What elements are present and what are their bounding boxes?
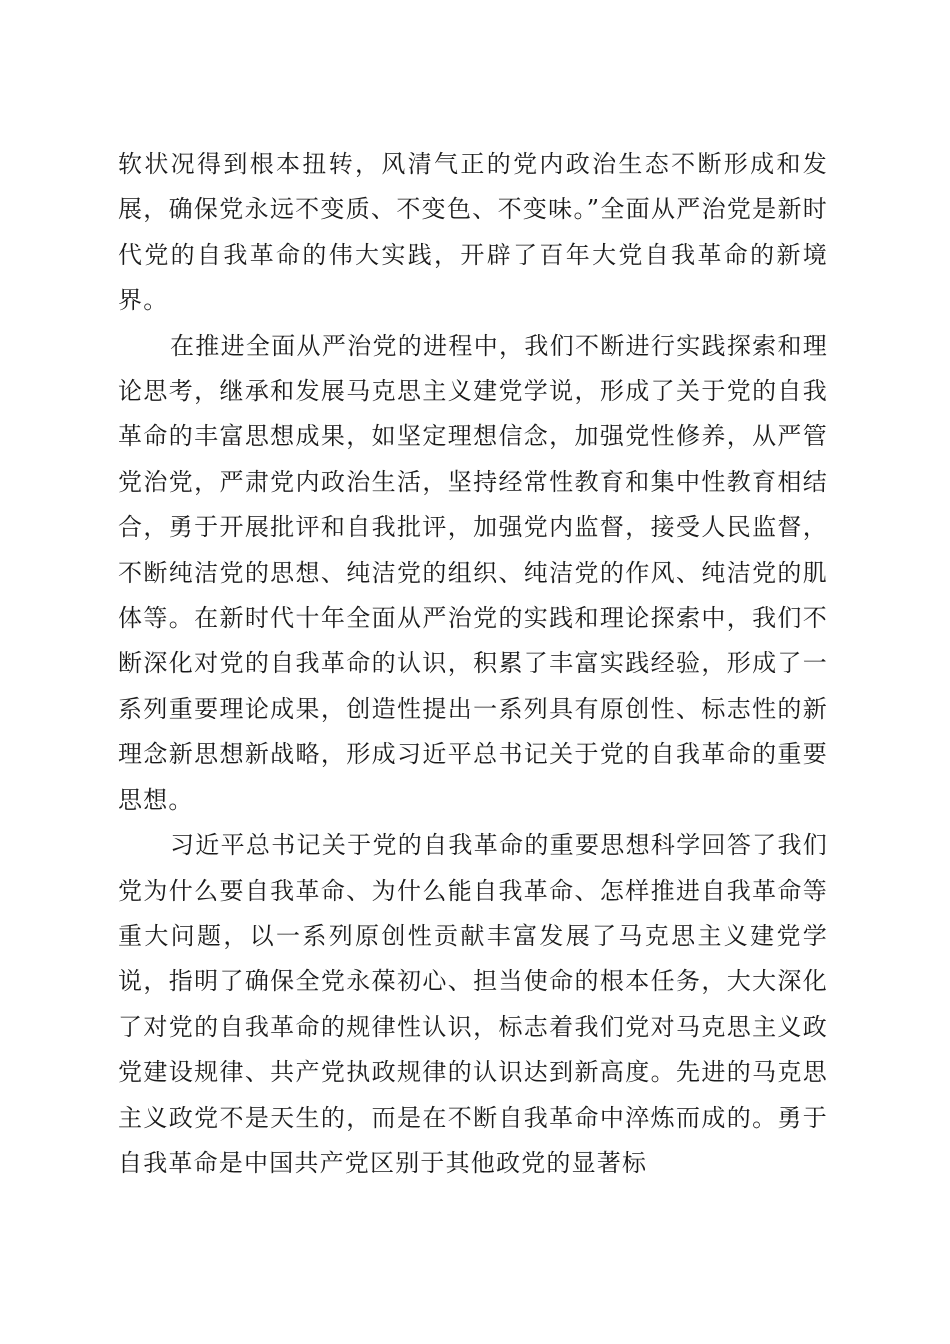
paragraph-2: 在推进全面从严治党的进程中，我们不断进行实践探索和理论思考，继承和发展马克思主义建党学说，形成了关于党的自我革命的丰富思想成果，如坚定理想信念，加强党性修养，从严管党治党，严肃党内政治生活，坚持经常性教育和集中性教育相结合，勇于开展批评和自我批评，加强党内监督，接受人民监督，不断纯洁党的思想、纯洁党的组织、纯洁党的作风、纯洁党的肌体等。在新时代十年全面从严治党的实践和理论探索中，我们不断深化对党的自我革命的认识，积累了丰富实践经验，形成了一系列重要理论成果，创造性提出一系列具有原创性、标志性的新理念新思想新战略，形成习近平总书记关于党的自我革命的重要思想。 (118, 331, 828, 814)
paragraph-1: 软状况得到根本扭转，风清气正的党内政治生态不断形成和发展，确保党永远不变质、不变色、不变味。”全面从严治党是新时代党的自我革命的伟大实践，开辟了百年大党自我革命的新境界。 (118, 150, 828, 315)
paragraph-3: 习近平总书记关于党的自我革命的重要思想科学回答了我们党为什么要自我革命、为什么能自我革命、怎样推进自我革命等重大问题，以一系列原创性贡献丰富发展了马克思主义建党学说，指明了确保全党永葆初心、担当使命的根本任务，大大深化了对党的自我革命的规律性认识，标志着我们党对马克思主义政党建设规律、共产党执政规律的认识达到新高度。先进的马克思主义政党不是天生的，而是在不断自我革命中淬炼而成的。勇于自我革命是中国共产党区别于其他政党的显著标 (118, 831, 828, 1177)
body-text (118, 142, 828, 1186)
